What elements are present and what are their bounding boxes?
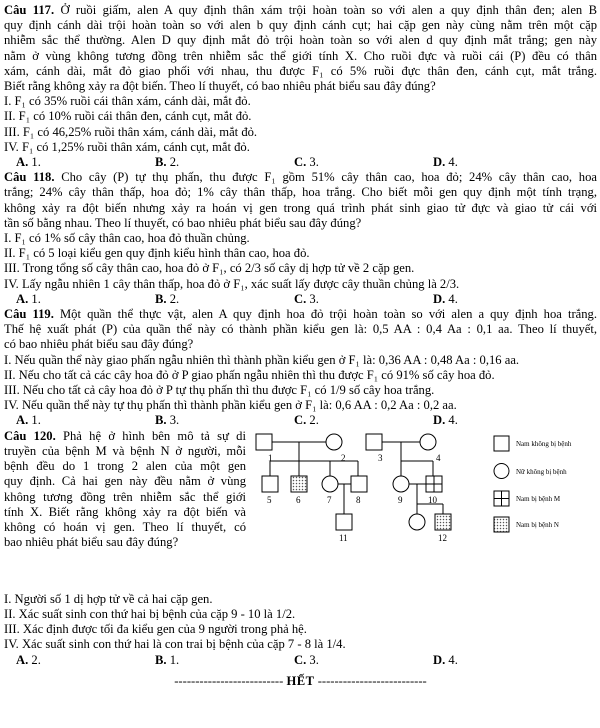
individual-7-female — [322, 476, 338, 492]
option-b[interactable]: B. 3. — [155, 413, 180, 428]
option-c[interactable]: C. 2. — [294, 413, 319, 428]
individual-10-male-disease-m — [426, 476, 442, 492]
circle-plain-icon — [494, 463, 509, 478]
label-8: 8 — [356, 494, 361, 505]
option-d[interactable]: D. 4. — [433, 291, 458, 306]
option-b[interactable]: B. 2. — [155, 155, 180, 170]
square-plain-icon — [494, 436, 509, 451]
answer-options — [4, 653, 597, 668]
end-label: HẾT — [286, 673, 315, 688]
label-10: 10 — [428, 494, 437, 505]
label-7: 7 — [327, 494, 332, 505]
question-line: Biết rằng không xảy ra đột biến. Theo lí thuyết, có bao nhiêu phát biểu sau đây đúng? — [4, 79, 436, 94]
answer-options — [4, 155, 597, 170]
statement: IV. Xác suất sinh con thứ hai là con trai bị bệnh của cặp 7 - 8 là 1/4. — [4, 637, 346, 652]
individual-6-male-disease-n — [291, 476, 307, 492]
statement: II. F₁ có 10% ruồi cái thân đen, cánh cụt, mắt đỏ. — [4, 109, 252, 124]
question-120-top — [4, 429, 597, 592]
statement: III. F₁ có 46,25% ruồi thân xám, cánh dài, mắt đỏ. — [4, 124, 258, 139]
statement: II. Nếu cho tất cả các cây hoa đỏ ở P giao phấn ngẫu nhiên thì thu được F₁ có 91% số cây hoa đỏ. — [4, 367, 495, 382]
question-line: Câu 119. Một quần thể thực vật, alen A quy định hoa đỏ trội hoàn toàn so với alen a quy định hoa trắng. — [4, 307, 597, 322]
question-line: truyền của bệnh M và bệnh N ở người, mỗi — [4, 443, 246, 458]
question-line: có bao nhiêu phát biểu sau đây đúng? — [4, 337, 194, 352]
option-c[interactable]: C. 3. — [294, 652, 319, 667]
option-a[interactable]: A. 2. — [16, 652, 41, 667]
statement: IV. F₁ có 1,25% ruồi thân xám, cánh cụt, mắt đỏ. — [4, 139, 250, 154]
statement: III. Trong tổng số cây thân cao, hoa đỏ ở F₁, có 2/3 số cây dị hợp tử về 2 cặp gen. — [4, 261, 415, 276]
statement: I. Nếu quần thể này giao phấn ngẫu nhiên thì thành phần kiểu gen ở F₁ là: 0,36 AA : 0,48 Aa : 0,16 aa. — [4, 352, 520, 367]
individual-8-male — [351, 476, 367, 492]
question-line: Câu 117. Ở ruồi giấm, alen A quy định thân xám trội hoàn toàn so với alen a quy định thân đen; alen B — [4, 3, 597, 17]
individual-12a-female — [409, 514, 425, 530]
individual-12-male-disease-n — [435, 514, 451, 530]
option-a[interactable]: A. 1. — [16, 413, 41, 428]
individual-4-female — [420, 434, 436, 450]
question-120 — [4, 429, 597, 668]
question-line: bệnh đều do 1 trong 2 alen của một gen — [4, 459, 246, 474]
label-9: 9 — [398, 494, 403, 505]
label-11: 11 — [339, 532, 348, 543]
question-line: tần số bằng nhau. Theo lí thuyết, có bao nhiêu phát biểu sau đây đúng? — [4, 215, 362, 230]
option-b[interactable]: B. 2. — [155, 291, 180, 306]
question-line: nằm ở vùng không tương đồng trên nhiễm sắc thể giới tính X. Cho ruồi đực và ruồi cái (P) đều có thân — [4, 48, 597, 63]
option-c[interactable]: C. 3. — [294, 155, 319, 170]
question-117 — [4, 3, 597, 170]
label-12: 12 — [438, 532, 447, 543]
question-line: xám, cánh dài, mắt đỏ giao phối với nhau, thu được F₁ có 5% ruồi đực thân đen, cánh cụt, mắt trắng. — [4, 63, 597, 78]
label-6: 6 — [296, 494, 301, 505]
individual-3-male — [366, 434, 382, 450]
pedigree-legend — [494, 436, 572, 532]
question-line: trắng; 24% cây thân thấp, hoa đỏ; 1% cây thân thấp, hoa trắng. Cho biết mỗi gen quy định một tính trạng, — [4, 185, 597, 200]
question-line: không có hoán vị gen. Theo lí thuyết, có — [4, 519, 246, 534]
question-line: bao nhiêu phát biểu sau đây đúng? — [4, 535, 179, 550]
statement: III. Xác định được tối đa kiểu gen của 9 người trong phả hệ. — [4, 622, 307, 637]
individual-11-male — [336, 514, 352, 530]
question-line: không tương đồng trên nhiễm sắc thể giới — [4, 489, 246, 504]
option-d[interactable]: D. 4. — [433, 652, 458, 667]
question-line: quy định. Cả hai gen này đều nằm ở vùng — [4, 474, 246, 489]
option-a[interactable]: A. 1. — [16, 155, 41, 170]
answer-options — [4, 413, 597, 428]
question-line: Thế hệ xuất phát (P) của quần thể này có thành phần kiểu gen là: 0,5 AA : 0,4 Aa : 0,1 aa. Theo lí thuyết, — [4, 322, 597, 337]
individual-9-female — [393, 476, 409, 492]
individual-5-male — [262, 476, 278, 492]
statement: III. Nếu cho tất cả cây hoa đỏ ở P tự thụ phấn thì thu được F₁ có 1/9 số cây hoa trắng. — [4, 383, 435, 398]
question-line: quy định cánh dài trội hoàn toàn so với alen b quy định cánh cụt; hai cặp gen này cùng nằm trên một cặp — [4, 18, 597, 33]
answer-options — [4, 292, 597, 307]
question-line: không xảy ra đột biến nhưng xảy ra hoán vị gen trong quá trình phát sinh giao tử đực và giao tử cái với — [4, 200, 597, 215]
label-2: 2 — [341, 452, 346, 463]
option-b[interactable]: B. 1. — [155, 652, 180, 667]
end-marker: -------------------------- HẾT -------------------------- — [174, 673, 427, 688]
option-d[interactable]: D. 4. — [433, 155, 458, 170]
square-dotted-icon — [494, 517, 509, 532]
legend-label: Nam bị bệnh N — [516, 520, 559, 529]
individual-1-male — [256, 434, 272, 450]
legend-label: Nam không bị bệnh — [516, 439, 572, 448]
option-d[interactable]: D. 4. — [433, 413, 458, 428]
statement: IV. Lấy ngẫu nhiên 1 cây thân thấp, hoa đỏ ở F₁, xác suất lấy được cây thuần chủng là 2/3. — [4, 276, 460, 291]
label-5: 5 — [267, 494, 272, 505]
label-4: 4 — [436, 452, 441, 463]
legend-label: Nam bị bệnh M — [516, 494, 561, 503]
statement: I. Người số 1 dị hợp tử về cả hai cặp gen. — [4, 591, 213, 606]
square-cross-icon — [494, 491, 509, 506]
question-line: Câu 120. Phả hệ ở hình bên mô tả sự di — [4, 428, 246, 443]
label-3: 3 — [378, 452, 383, 463]
statement: I. F₁ có 35% ruồi cái thân xám, cánh dài, mắt đỏ. — [4, 94, 251, 109]
legend-label: Nữ không bị bệnh — [516, 467, 567, 476]
question-line: nhiễm sắc thể thường. Alen D quy định mắt đỏ trội hoàn toàn so với alen d quy định mắt trắng; gen này — [4, 33, 597, 48]
question-119 — [4, 307, 597, 429]
exam-page — [4, 3, 597, 689]
statement: II. F₁ có 5 loại kiểu gen quy định kiểu hình thân cao, hoa đỏ. — [4, 246, 310, 261]
statement: IV. Nếu quần thể này tự thụ phấn thì thành phần kiểu gen ở F₁ là: 0,6 AA : 0,2 Aa : 0,2 aa. — [4, 398, 457, 413]
statement: I. F₁ có 1% số cây thân cao, hoa đỏ thuần chủng. — [4, 231, 250, 246]
question-line: Câu 118. Cho cây (P) tự thụ phấn, thu được F₁ gồm 51% cây thân cao, hoa đỏ; 24% cây thân cao, hoa — [4, 170, 597, 185]
pedigree-diagram — [250, 431, 596, 591]
label-1: 1 — [268, 452, 273, 463]
question-line: tính X. Biết rằng không xảy ra đột biến và — [4, 504, 246, 519]
individual-2-female — [326, 434, 342, 450]
option-c[interactable]: C. 3. — [294, 291, 319, 306]
question-120-text — [4, 429, 246, 551]
statement: II. Xác suất sinh con thứ hai bị bệnh của cặp 9 - 10 là 1/2. — [4, 606, 296, 621]
question-118 — [4, 170, 597, 307]
option-a[interactable]: A. 1. — [16, 291, 41, 306]
